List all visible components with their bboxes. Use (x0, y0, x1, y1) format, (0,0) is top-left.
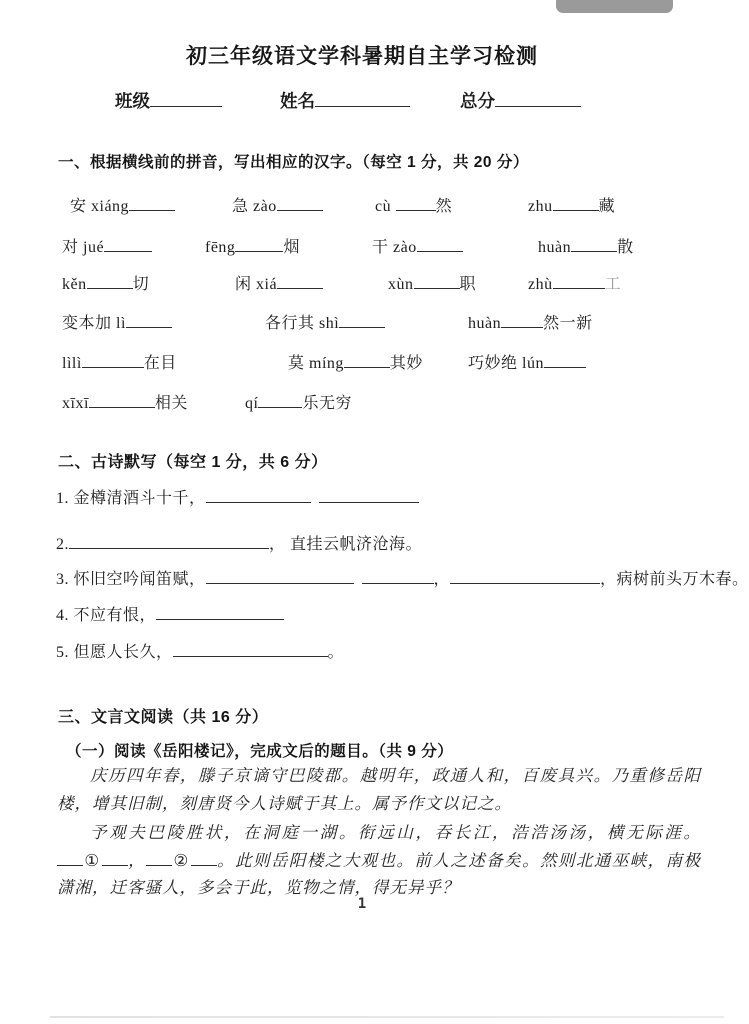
blank-line (206, 571, 354, 584)
pinyin-post: 藏 (598, 198, 616, 215)
pinyin-item (468, 350, 586, 373)
pinyin-pre: qí (245, 395, 259, 412)
section3-heading: 三、文言文阅读（共 16 分） (58, 709, 269, 726)
pinyin-pre: zhu (528, 198, 553, 215)
pinyin-row-5 (0, 350, 724, 388)
pinyin-item (62, 271, 149, 294)
class-blank-line (150, 94, 222, 107)
blank-line (450, 571, 600, 584)
section3-subheading: （一）阅读《岳阳楼记》，完成文后的题目。（共 9 分） (66, 743, 454, 760)
blank-line (82, 355, 144, 368)
poem-separator: ， (433, 571, 451, 588)
pinyin-item (62, 310, 172, 333)
pinyin-item (375, 193, 452, 216)
pinyin-post: 在目 (143, 355, 177, 372)
pinyin-pre: 干 zào (372, 239, 417, 256)
blank-line (235, 239, 283, 252)
blank-line (156, 607, 284, 620)
poem-text: 。 (327, 644, 345, 661)
score-label: 总分 (460, 91, 495, 111)
poem-text: 5. 但愿人长久， (56, 644, 173, 661)
pinyin-item (235, 271, 323, 294)
classical-passage (57, 762, 701, 904)
pinyin-item (388, 271, 476, 294)
blank-line (126, 315, 172, 328)
pinyin-pre: fēng (205, 239, 236, 256)
pinyin-post: 烟 (283, 239, 300, 256)
section2-heading: 二、古诗默写（每空 1 分，共 6 分） (58, 454, 328, 471)
blank-line (206, 490, 311, 503)
poem-text: 2. (56, 536, 69, 553)
pinyin-pre: kěn (62, 276, 87, 293)
numbered-blank-1 (57, 851, 128, 870)
pinyin-pre: 变本加 lì (62, 315, 126, 332)
blank-line (319, 490, 419, 503)
pinyin-pre: xīxī (62, 395, 89, 412)
pinyin-row-4 (0, 310, 724, 348)
blank-line (344, 355, 390, 368)
blank-line (553, 276, 605, 289)
pinyin-pre: 莫 míng (288, 355, 344, 372)
pinyin-row-1 (0, 193, 724, 231)
passage-text: 予观夫巴陵胜状，在洞庭一湖。衔远山，吞长江，浩浩汤汤，横无际涯。 (90, 823, 701, 842)
poem-item-3 (56, 566, 749, 589)
pinyin-post: 切 (132, 276, 150, 293)
pinyin-item (372, 234, 463, 257)
pinyin-post: 然 (435, 198, 453, 215)
section1-heading: 一、根据横线前的拼音，写出相应的汉字。（每空 1 分，共 20 分） (58, 154, 529, 171)
pinyin-post: 其妙 (389, 355, 423, 372)
pinyin-post: 然一新 (543, 315, 593, 332)
class-label: 班级 (115, 91, 150, 111)
pinyin-item (62, 350, 177, 373)
poem-item-5 (56, 639, 344, 662)
pinyin-pre: cù (375, 198, 396, 215)
pinyin-row-3 (0, 271, 724, 309)
blank-line (191, 853, 217, 866)
name-blank-line (315, 94, 410, 107)
pinyin-pre: 急 zào (232, 198, 277, 215)
pinyin-pre: 闲 xiá (235, 276, 278, 293)
pinyin-pre: 对 jué (62, 239, 105, 256)
scrollbar-thumb[interactable] (556, 0, 673, 13)
blank-line (173, 644, 328, 657)
blank-line (571, 239, 617, 252)
blank-line (362, 571, 434, 584)
pinyin-pre: xùn (388, 276, 414, 293)
passage-text: 。此则岳阳楼之大观也。前人之述备矣。然则北通巫峡，南极潇湘，迁客骚人，多会于此，览物之情，得无异乎？ (57, 850, 702, 897)
blank-line (57, 853, 83, 866)
pinyin-item (265, 310, 385, 333)
pinyin-post: 散 (617, 239, 634, 256)
blank-line (396, 198, 436, 211)
circled-number-1: ① (84, 850, 101, 870)
passage-paragraph-2 (57, 819, 701, 902)
blank-line (501, 315, 543, 328)
blank-line (339, 315, 385, 328)
blank-line (102, 853, 128, 866)
poem-item-1 (56, 485, 419, 508)
pinyin-item (528, 193, 615, 216)
passage-paragraph-1: 庆历四年春，滕子京谪守巴陵郡。越明年，政通人和，百废具兴。乃重修岳阳楼，增其旧制，刻唐贤今人诗赋于其上。属予作文以记之。 (57, 766, 701, 813)
blank-line (414, 276, 460, 289)
blank-line (544, 355, 586, 368)
pinyin-row-2 (0, 234, 724, 272)
poem-item-2 (56, 531, 422, 554)
pinyin-pre: 安 xiáng (70, 198, 130, 215)
pinyin-pre: 巧妙绝 lún (468, 355, 544, 372)
poem-item-4 (56, 602, 284, 625)
poem-text: 1. 金樽清酒斗十千， (56, 490, 206, 507)
blank-line (277, 276, 323, 289)
class-field (115, 88, 222, 113)
pinyin-item (288, 350, 423, 373)
pinyin-pre: zhù (528, 276, 553, 293)
blank-line (258, 395, 302, 408)
name-field (280, 88, 410, 113)
poem-text: 4. 不应有恨， (56, 607, 157, 624)
pinyin-row-6 (0, 390, 724, 428)
pinyin-item (62, 390, 188, 413)
blank-line (89, 395, 155, 408)
pinyin-post: 乐无穷 (302, 395, 352, 412)
poem-text: ，病树前头万木春。 (600, 571, 749, 588)
blank-line (146, 853, 172, 866)
pinyin-post: 相关 (154, 395, 188, 412)
blank-line (129, 198, 175, 211)
pinyin-post: 工 (604, 276, 622, 293)
page-title: 初三年级语文学科暑期自主学习检测 (186, 45, 538, 68)
blank-line (417, 239, 463, 252)
pinyin-post: 职 (459, 276, 477, 293)
circled-number-2: ② (173, 850, 190, 870)
pinyin-pre: huàn (468, 315, 502, 332)
poem-text: 3. 怀旧空吟闻笛赋， (56, 571, 206, 588)
student-info-row (0, 88, 724, 118)
score-field (460, 88, 581, 113)
pinyin-item (538, 234, 634, 257)
pinyin-pre: huàn (538, 239, 572, 256)
page-number: 1 (357, 896, 367, 912)
pinyin-item (205, 234, 300, 257)
blank-line (277, 198, 323, 211)
name-label: 姓名 (280, 91, 315, 111)
blank-line (553, 198, 599, 211)
blank-line (69, 536, 269, 549)
blank-line (87, 276, 133, 289)
pinyin-item (232, 193, 323, 216)
next-page-edge (50, 1016, 724, 1018)
pinyin-item (468, 310, 593, 333)
numbered-blank-2 (146, 851, 217, 870)
poem-text: ， 直挂云帆济沧海。 (269, 536, 423, 553)
pinyin-item (62, 234, 152, 257)
pinyin-item (245, 390, 352, 413)
pinyin-item (70, 193, 175, 216)
blank-line (104, 239, 152, 252)
score-blank-line (495, 94, 581, 107)
pinyin-pre: lìlì (62, 355, 82, 372)
pinyin-item (528, 271, 621, 294)
pinyin-pre: 各行其 shì (265, 315, 340, 332)
passage-separator: ， (127, 850, 147, 870)
